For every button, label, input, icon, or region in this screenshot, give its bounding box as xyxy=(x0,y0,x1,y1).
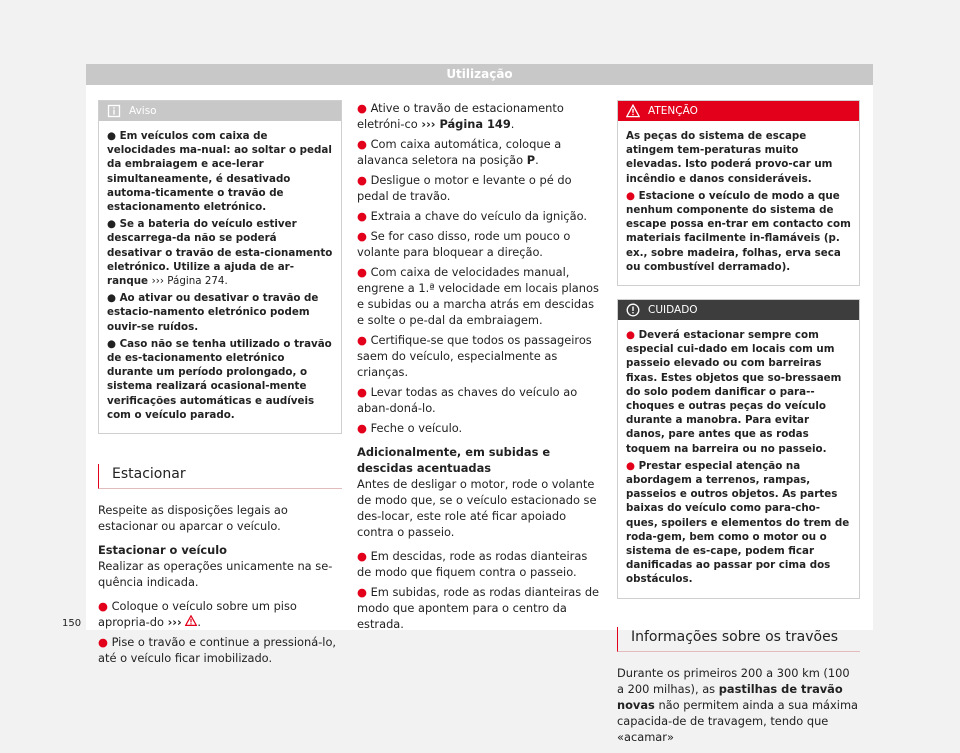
warning-triangle-icon xyxy=(626,104,640,118)
list-item: ● Desligue o motor e levante o pé do pedal de travão. xyxy=(357,173,572,203)
page-reference-link[interactable]: ››› Página 274. xyxy=(151,275,228,288)
column-middle xyxy=(357,100,600,636)
caution-circle-icon xyxy=(626,303,640,317)
atencao-title: ATENÇÃO xyxy=(648,105,698,117)
list-item: ● Deverá estacionar sempre com especial cui-dado em locais com um passeio elevado ou com barreiras fixas. Estes objetos que so-bressaem do solo podem danificar o para--choques e outras peças do veículo durante a manobra. Para evitar danos, pare antes que as rodas toquem na barreira ou no passeio. xyxy=(626,329,842,455)
page-reference-link[interactable]: ››› Página 149 xyxy=(421,117,511,131)
list-item: ● Em subidas, rode as rodas dianteiras de modo que apontem para o centro da estrada. xyxy=(357,585,600,631)
list-item: ● Estacione o veículo de modo a que nenhum componente do sistema de escape possa en-trar em contacto com materiais facilmente in-flamáveis (p. ex., sobre madeira, folhas, erva seca ou combustível derramado). xyxy=(626,189,851,273)
paragraph: Durante os primeiros 200 a 300 km (100 a 200 milhas), as pastilhas de travão novas não permitem ainda a sua máxima capacida-de de travagem, tendo que «acamar» xyxy=(617,665,859,744)
aviso-body xyxy=(99,121,341,433)
cuidado-box xyxy=(617,299,860,599)
aviso-header xyxy=(99,101,341,121)
section-title-estacionar: Estacionar xyxy=(98,464,342,489)
section-title-travoes: Informações sobre os travões xyxy=(617,627,860,652)
list-item: ● Ative o travão de estacionamento eletróni-co ››› Página 149. xyxy=(357,101,564,131)
list-item: ● Ao ativar ou desativar o travão de estacio-namento eletrónico podem ouvir-se ruídos. xyxy=(107,292,319,333)
list-item: ● Pise o travão e continue a pressioná-lo, até o veículo ficar imobilizado. xyxy=(98,635,337,666)
paragraph: As peças do sistema de escape atingem tem-peraturas muito elevadas. Isto poderá provo-car um incêndio e danos consideráveis. xyxy=(626,130,833,185)
list-item: ● Com caixa de velocidades manual, engrene a 1.ª velocidade em locais planos e subidas ou a marcha atrás em descidas e solte o pe-dal da embraiagem. xyxy=(357,265,599,327)
cuidado-title: CUIDADO xyxy=(648,304,698,317)
warning-icon xyxy=(185,615,197,629)
list-item: ● Levar todas as chaves do veículo ao aban-doná-lo. xyxy=(357,385,578,415)
list-item: ● Prestar especial atenção na abordagem a terrenos, rampas, passeios e outros objetos. As partes baixas do veículo como para-cho-ques, spoilers e elementos do trem de roda-gem, bem como o motor ou o sistema de es-cape, podem ficar danificadas ao passar por cima dos obstáculos. xyxy=(626,459,850,586)
list-item: ● Em descidas, rode as rodas dianteiras de modo que fiquem contra o passeio. xyxy=(357,549,588,579)
column-left xyxy=(98,100,342,670)
list-item: ● Com caixa automática, coloque a alavanca seletora na posição P. xyxy=(357,137,562,167)
list-item: ● Em veículos com caixa de velocidades ma-nual: ao soltar o pedal da embraiagem e ace-lerar simultaneamente, é desativado automa-ticamente o travão de estacionamento eletrónico. xyxy=(107,130,332,214)
page-number: 150 xyxy=(62,618,82,629)
aviso-box xyxy=(98,100,342,434)
atencao-box xyxy=(617,100,860,286)
list-item: ● Feche o veículo. xyxy=(357,421,463,435)
list-item: ● Certifique-se que todos os passageiros saem do veículo, especialmente as crianças. xyxy=(357,333,592,379)
paragraph: Realizar as operações unicamente na se-quência indicada. xyxy=(98,559,333,590)
list-item: ● Extraia a chave do veículo da ignição. xyxy=(357,209,588,223)
subheading: Adicionalmente, em subidas e descidas acentuadas xyxy=(357,445,551,475)
page-header: Utilização xyxy=(86,64,873,85)
page-reference-link[interactable]: ››› xyxy=(167,615,182,630)
paragraph: Antes de desligar o motor, rode o volante de modo que, se o veículo estacionado se des-locar, este role até ficar apoiado contra o passeio. xyxy=(357,477,597,539)
cuidado-body xyxy=(618,320,859,598)
subheading: Estacionar o veículo xyxy=(98,543,227,558)
aviso-title: Aviso xyxy=(129,105,157,117)
cuidado-header xyxy=(618,300,859,320)
atencao-header xyxy=(618,101,859,121)
list-item: ● Se a bateria do veículo estiver descarrega-da não se poderá desativar o travão de esta-cionamento eletrónico. Utilize a ajuda de ar-ranque ››› Página 274. xyxy=(107,218,333,288)
info-icon xyxy=(107,104,121,118)
atencao-body xyxy=(618,121,859,285)
list-item: ● Caso não se tenha utilizado o travão de es-tacionamento eletrónico durante um período prolongado, o sistema realizará ocasional-mente verificações automáticas e audíveis com o veículo parado. xyxy=(107,337,332,421)
manual-page xyxy=(86,64,873,744)
list-item: ● Coloque o veículo sobre um piso apropria-do ››› . xyxy=(98,599,297,630)
list-item: ● Se for caso disso, rode um pouco o volante para bloquear a direção. xyxy=(357,229,571,259)
column-right xyxy=(617,100,860,753)
paragraph: Respeite as disposições legais ao estacionar ou aparcar o veículo. xyxy=(98,503,288,534)
